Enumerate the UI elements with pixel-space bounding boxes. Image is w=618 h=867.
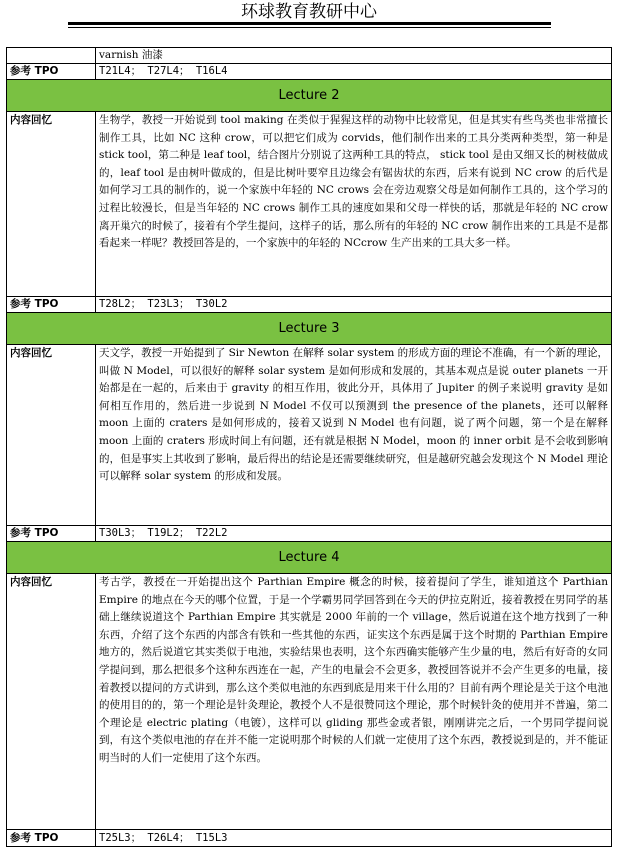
lecture-band xyxy=(7,313,612,345)
header-rule-thin xyxy=(68,27,551,28)
lecture-band xyxy=(7,80,612,112)
content-text: 天文学，教授一开始提到了 Sir Newton 在解释 solar system 的形成方面的理论不准确，有一个新的理论，叫做 N Model，可以很好的解释 solar system 是如何形成和发展的，其基本观点是说 outer planets 一开始都是在一起的，后来由于 gravity 的相互作用，彼此分开，具体用了 Jupiter 的例子来说明 gravity 是如何相互作用的，然后进一步说到 N Model 不仅可以预测到 the presence of the planets，还可以解释 moon 上面的 craters 是如何形成的，接着又说到 N Model 也有问题，说了两个问题，第一个是在解释 moon 上面的 craters 形成时间上有问题，还有就是根据 N Model，moon 的 inner orbit 是不会收到影响的，但是事实上其收到了影响，最后得出的结论是还需要继续研究，但是越研究越会发现这个 N Model 理论可以解释 solar system 的形成和发展。 xyxy=(96,345,612,526)
table-row xyxy=(7,112,612,297)
ref-label: 参考 TPO xyxy=(7,830,96,847)
table-row xyxy=(7,574,612,830)
ref-label: 参考 TPO xyxy=(7,297,96,313)
lecture-table xyxy=(6,47,612,847)
table-row xyxy=(7,526,612,542)
ref-label: 参考 TPO xyxy=(7,64,96,80)
content-text: 生物学，教授一开始说到 tool making 在类似于猩猩这样的动物中比较常见，但是其实有些鸟类也非常擅长制作工具，比如 NC 这种 crow，可以把它们成为 corvids，他们制作出来的工具分类两种类型，第一种是 stick tool，第二种是 leaf tool，结合图片分别说了这两种工具的特点， stick tool 是由又细又长的树枝做成的，leaf tool 是由树叶做成的，但是比树叶要窄且边缘会有锯齿状的东西，后来有说到 NC crow 的后代是如何学习工具的制作的，说一个家族中年轻的 NC crows 会在旁边观察父母是如何制作工具的，这个学习的过程比较漫长，但是当年轻的 NC crows 制作工具的速度如果和父母一样快的话，那就是年轻的 NC crow 离开巢穴的时候了，接着有个学生提问，这样子的话，那么所有的年轻的 NC crow 制作出来的工具是不是都看起来一样呢？教授回答是的，一个家族中的年轻的 NCcrow 生产出来的工具大多一样。 xyxy=(96,112,612,297)
lecture-title: Lecture 2 xyxy=(7,80,612,112)
ref-value: T30L3； T19L2； T22L2 xyxy=(96,526,612,542)
table-row xyxy=(7,297,612,313)
lecture-title: Lecture 4 xyxy=(7,542,612,574)
content-label: 内容回忆 xyxy=(7,112,96,297)
ref-label: 参考 TPO xyxy=(7,526,96,542)
ref-value: T21L4； T27L4； T16L4 xyxy=(96,64,612,80)
content-text: 考古学，教授在一开始提出这个 Parthian Empire 概念的时候，接着提问了学生，谁知道这个 Parthian Empire 的地点在今天的哪个位置，于是一个学霸男同学回答到在今天的伊拉克附近，接着教授在男同学的基础上继续说道这个 Parthian Empire 其实就是 2000 年前的一个 village，然后说道在这个地方找到了一种东西，介绍了这个东西的内部含有铁和一些其他的东西，证实这个东西是属于这个时期的 Parthian Empire 地方的，然后说道它其实类似于电池，实验结果也表明，这个东西确实能够产生少量的电，然后有好奇的女同学提问到，那么把很多个这种东西连在一起，产生的电量会不会更多，教授回答说并不会产生更多的电量，接着教授以提问的方式讲到，那么这个类似电池的东西到底是用来干什么用的？目前有两个理论是关于这个电池的使用目的的，第一个理论是针灸理论，教授个人不是很赞同这个理论，那个时候针灸的使用并不普遍，第二个理论是 electric plating（电镀），这样可以 gliding 那些金或者银，刚刚讲完之后，一个男同学提问说到，有这个类似电池的存在并不能一定说明那个时候的人们就一定使用了这个东西，教授说到是的，并不能证明当时的人们一定使用了这个东西。 xyxy=(96,574,612,830)
ref-value: T28L2； T23L3； T30L2 xyxy=(96,297,612,313)
lecture-title: Lecture 3 xyxy=(7,313,612,345)
content-label: 内容回忆 xyxy=(7,345,96,526)
ref-value: T25L3； T26L4； T15L3 xyxy=(96,830,612,847)
table-row xyxy=(7,345,612,526)
lecture-band xyxy=(7,542,612,574)
blank-label-cell xyxy=(7,48,96,64)
table-row xyxy=(7,48,612,64)
content-cell: varnish 油漆 xyxy=(96,48,612,64)
content-label: 内容回忆 xyxy=(7,574,96,830)
table-row xyxy=(7,64,612,80)
page-title: 环球教育教研中心 xyxy=(241,2,377,22)
header-rule-thick xyxy=(68,22,551,25)
table-row xyxy=(7,830,612,847)
